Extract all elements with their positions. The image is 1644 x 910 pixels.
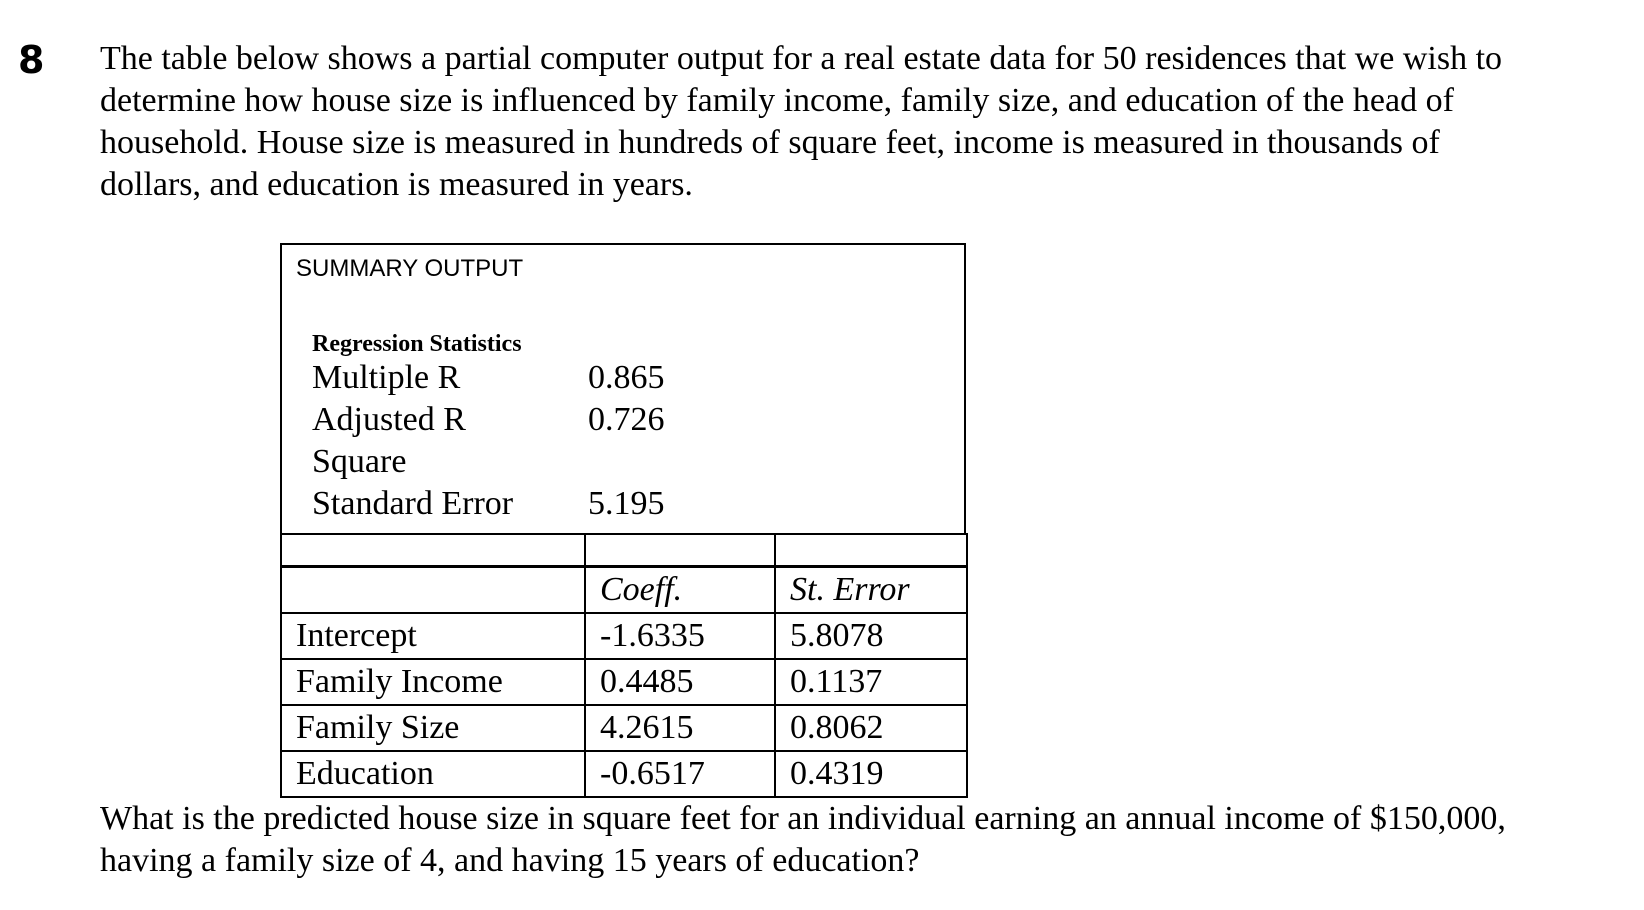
variable-name: Education [281, 751, 585, 797]
header-cell-coeff: Coeff. [585, 566, 775, 613]
stat-value: 0.865 [588, 359, 665, 396]
coefficient-value: 4.2615 [585, 705, 775, 751]
variable-name: Family Size [281, 705, 585, 751]
header-cell [281, 566, 585, 613]
stat-value: 5.195 [588, 485, 665, 522]
table-row [281, 705, 967, 751]
coefficient-value: 0.4485 [585, 659, 775, 705]
question-number: 8 [18, 38, 45, 82]
stat-value: 0.726 [588, 401, 665, 438]
header-cell-st-error: St. Error [775, 566, 967, 613]
coefficient-value: -1.6335 [585, 613, 775, 659]
stat-label: Adjusted R Square [312, 401, 466, 480]
std-error-value: 0.1137 [775, 659, 967, 705]
blank-row [281, 534, 967, 566]
table-header-row [281, 566, 967, 613]
summary-output-box [280, 243, 966, 533]
std-error-value: 0.4319 [775, 751, 967, 797]
question-prompt: What is the predicted house size in square feet for an individual earning an annual income of $150,000, having a family size of 4, and having 15 years of education? [100, 800, 1506, 879]
regression-statistics-heading: Regression Statistics [312, 331, 522, 357]
std-error-value: 0.8062 [775, 705, 967, 751]
variable-name: Family Income [281, 659, 585, 705]
std-error-value: 5.8078 [775, 613, 967, 659]
question-intro: The table below shows a partial computer output for a real estate data for 50 residences that we wish to determine how house size is influenced by family income, family size, and education of the head of household. House size is measured in hundreds of square feet, income is measured in thousands of dollars, and education is measured in years. [100, 40, 1503, 203]
coefficients-table [280, 533, 968, 798]
summary-title: SUMMARY OUTPUT [296, 255, 524, 282]
regression-output-table [280, 243, 966, 798]
table-row [281, 659, 967, 705]
stat-label: Standard Error [312, 485, 514, 522]
variable-name: Intercept [281, 613, 585, 659]
table-row [281, 751, 967, 797]
coefficient-value: -0.6517 [585, 751, 775, 797]
table-row [281, 613, 967, 659]
stat-label: Multiple R [312, 359, 461, 396]
